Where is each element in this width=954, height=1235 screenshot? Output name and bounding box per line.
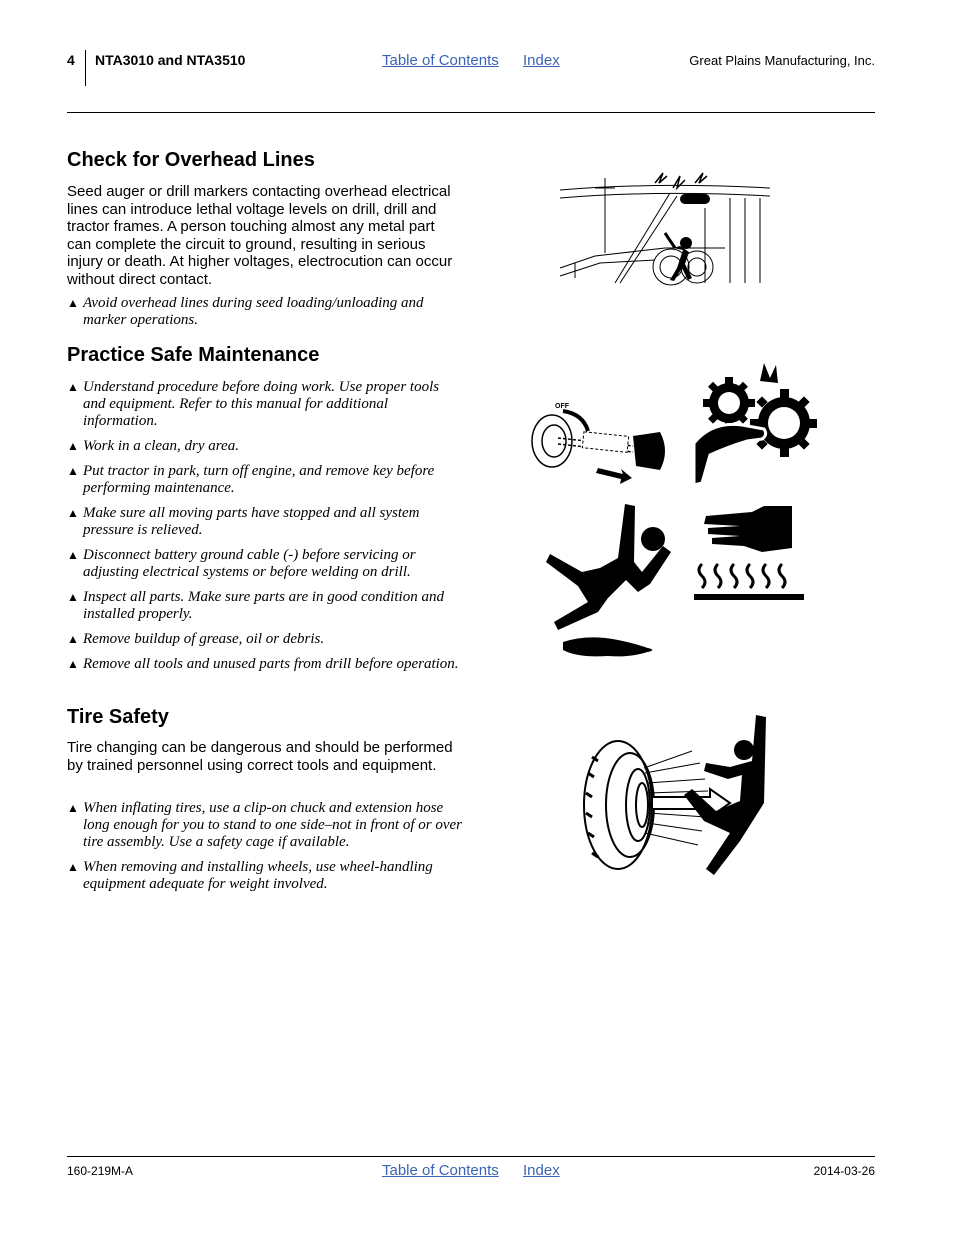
- triangle-bullet-icon: ▲: [67, 506, 79, 520]
- section-heading-tire-safety: Tire Safety: [67, 706, 169, 728]
- header-index-link[interactable]: Index: [523, 52, 560, 69]
- bullet-list-tire-safety: [67, 800, 462, 901]
- slip-and-fall-icon: [538, 502, 673, 664]
- bullet-list-overhead-lines: [67, 295, 462, 337]
- list-item: ▲ When removing and installing wheels, use wheel-handling equipment adequate for weight involved.: [67, 859, 433, 892]
- triangle-bullet-icon: ▲: [67, 439, 79, 453]
- page-number: 4: [67, 52, 75, 68]
- triangle-bullet-icon: ▲: [67, 657, 79, 671]
- list-item: ▲ Work in a clean, dry area.: [67, 438, 239, 454]
- triangle-bullet-icon: ▲: [67, 464, 79, 478]
- list-item: ▲ Avoid overhead lines during seed loading/unloading and marker operations.: [67, 295, 424, 328]
- hot-surface-burn-icon: [692, 504, 807, 602]
- revision-date: 2014-03-26: [813, 1164, 875, 1178]
- bullet-list-safe-maintenance: [67, 379, 462, 681]
- list-item: ▲ When inflating tires, use a clip-on chuck and extension hose long enough for you to stand to one side–not in front of or over tire assembly. Use a safety cage if available.: [67, 800, 463, 850]
- list-item: ▲ Remove all tools and unused parts from drill before operation.: [67, 656, 459, 672]
- triangle-bullet-icon: ▲: [67, 590, 79, 604]
- header-rule: [67, 112, 875, 113]
- list-item: ▲ Disconnect battery ground cable (-) before servicing or adjusting electrical systems or before welding on drill.: [67, 547, 416, 580]
- list-item: ▲ Inspect all parts. Make sure parts are in good condition and installed properly.: [67, 589, 444, 622]
- triangle-bullet-icon: ▲: [67, 632, 79, 646]
- document-title: NTA3010 and NTA3510: [95, 52, 246, 68]
- key-off-label: OFF: [555, 403, 569, 410]
- section-paragraph-tire-safety: Tire changing can be dangerous and should be performed by trained personnel using correct tools and equipment.: [67, 739, 453, 774]
- triangle-bullet-icon: ▲: [67, 860, 79, 874]
- triangle-bullet-icon: ▲: [67, 380, 79, 394]
- triangle-bullet-icon: ▲: [67, 548, 79, 562]
- footer-rule: [67, 1156, 875, 1157]
- footer-index-link[interactable]: Index: [523, 1162, 560, 1179]
- list-item: ▲ Understand procedure before doing work. Use proper tools and equipment. Refer to this manual for additional information.: [67, 379, 440, 429]
- section-heading-safe-maintenance: Practice Safe Maintenance: [67, 344, 320, 366]
- triangle-bullet-icon: ▲: [67, 296, 79, 310]
- key-off-icon: [528, 396, 670, 486]
- section-paragraph-overhead-lines: Seed auger or drill markers contacting overhead electrical lines can introduce lethal voltage levels on drill, drill and tractor frames. A person touching almost any metal part can complete the circuit to ground, resulting in serious injury or death. At higher voltages, electrocution can occur without direct contact.: [67, 183, 453, 288]
- header-divider: [85, 50, 86, 86]
- list-item: ▲ Make sure all moving parts have stopped and all system pressure is relieved.: [67, 505, 420, 538]
- company-name: Great Plains Manufacturing, Inc.: [689, 53, 875, 68]
- section-heading-overhead-lines: Check for Overhead Lines: [67, 149, 315, 171]
- overhead-lines-electrocution-icon: [555, 168, 775, 288]
- tire-explosion-hazard-icon: [580, 713, 770, 880]
- list-item: ▲ Put tractor in park, turn off engine, and remove key before performing maintenance.: [67, 463, 435, 496]
- rotating-gears-entanglement-icon: [692, 363, 817, 485]
- list-item: ▲ Remove buildup of grease, oil or debris.: [67, 631, 325, 647]
- doc-number: 160-219M-A: [67, 1164, 134, 1178]
- footer-toc-link[interactable]: Table of Contents: [382, 1162, 499, 1179]
- header-toc-link[interactable]: Table of Contents: [382, 52, 499, 69]
- triangle-bullet-icon: ▲: [67, 801, 79, 815]
